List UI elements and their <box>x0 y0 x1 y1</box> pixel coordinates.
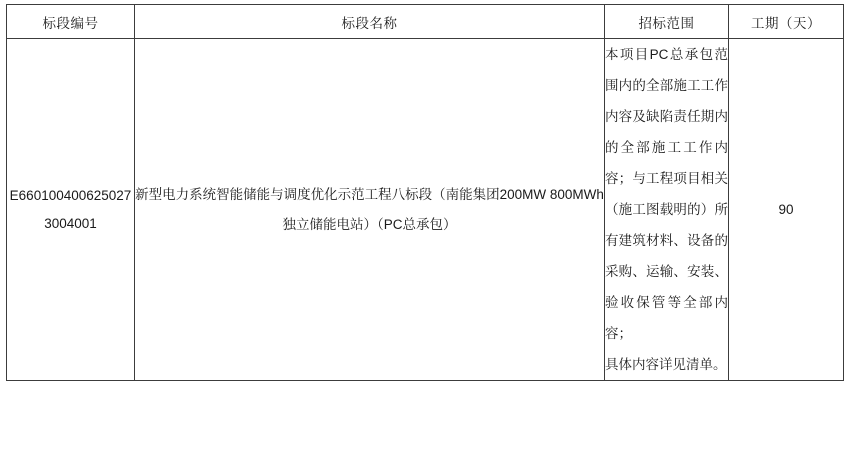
column-header-name: 标段名称 <box>135 5 605 39</box>
cell-duration: 90 <box>729 39 844 381</box>
column-header-code: 标段编号 <box>7 5 135 39</box>
table-row <box>7 39 844 381</box>
cell-bid-name: 新型电力系统智能储能与调度优化示范工程八标段（南能集团200MW 800MWh独立储能电站）（PC总承包） <box>135 39 605 381</box>
cell-bid-code: E6601004006250273004001 <box>7 39 135 381</box>
bid-section-table <box>6 4 844 381</box>
scope-paragraph-note: 具体内容详见清单。 <box>605 357 727 372</box>
column-header-duration: 工期（天） <box>729 5 844 39</box>
table-header-row <box>7 5 844 39</box>
column-header-scope: 招标范围 <box>605 5 729 39</box>
bid-section-table-wrapper <box>6 4 843 381</box>
table-header <box>7 5 844 39</box>
table-body <box>7 39 844 381</box>
cell-bid-scope <box>605 39 729 381</box>
scope-paragraph-main: 本项目PC总承包范围内的全部施工工作内容及缺陷责任期内的全部施工工作内容；与工程项目相关（施工图载明的）所有建筑材料、设备的采购、运输、安装、验收保管等全部内容； <box>605 47 728 341</box>
